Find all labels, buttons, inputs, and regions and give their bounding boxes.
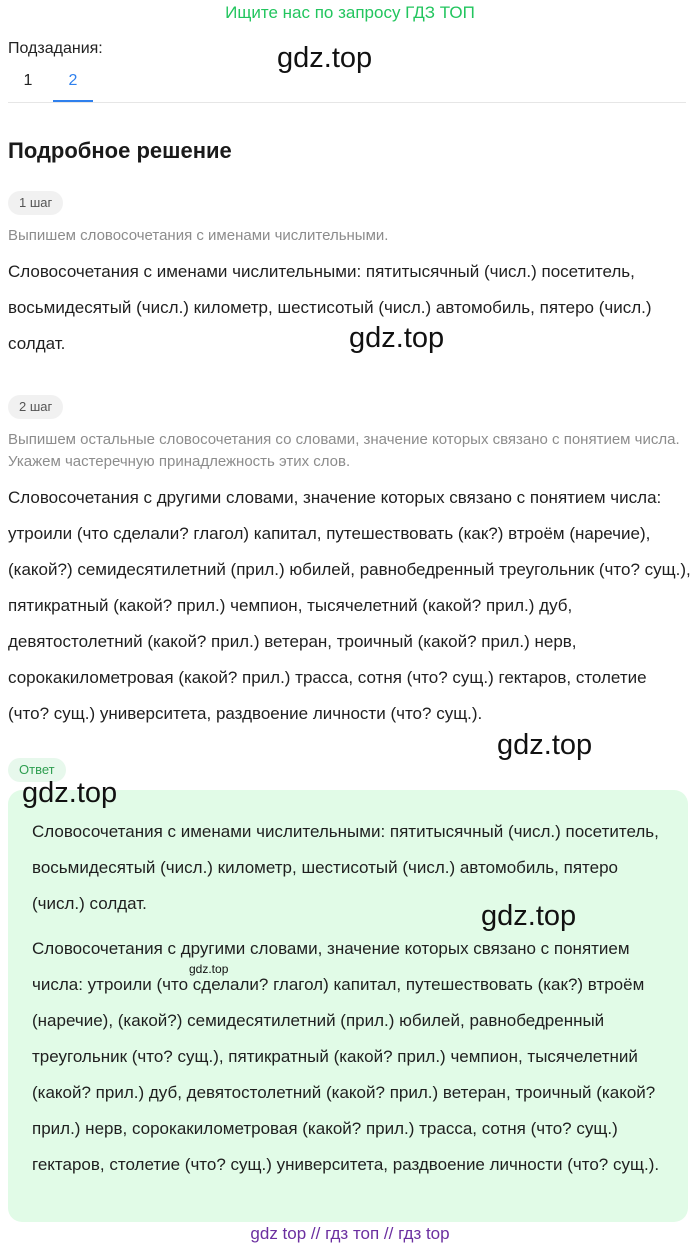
watermark: gdz.top xyxy=(22,777,118,809)
step-2-badge: 2 шаг xyxy=(8,395,63,419)
watermark-small: gdz.top xyxy=(189,962,229,976)
step-2-hint: Выпишем остальные словосочетания со словами, значение которых связано с понятием числа. Укажем частеречную принадлежность этих слов. xyxy=(8,431,680,470)
tab-subtask-1[interactable]: 1 xyxy=(23,72,33,89)
watermark: gdz.top xyxy=(349,322,445,354)
tab-subtask-2[interactable]: 2 xyxy=(68,72,78,89)
step-2-text: Словосочетания с другими словами, значение которых связано с понятием числа: утроили (что сделали? глагол) капитал, путешествовать (как?) втроём (наречие), (какой?) семидесятилетний (прил.) юбилей, равнобедренный треугольник (что? сущ.), пятикратный (какой? прил.) чемпион, тысячелетний (какой? прил.) дуб, девятостолетний (какой? прил.) ветеран, троичный (какой? прил.) нерв, сорокакилометровая (какой? прил.) трасса, сотня (что? сущ.) гектаров, столетие (что? сущ.) университета, раздвоение личности (что? сущ.). xyxy=(8,488,691,723)
watermark: gdz.top xyxy=(497,729,593,761)
solution-title: Подробное решение xyxy=(8,138,232,163)
watermark: gdz.top xyxy=(481,900,577,932)
watermark: gdz.top xyxy=(277,42,373,74)
answer-paragraph-1: Словосочетания с именами числительными: пятитысячный (числ.) посетитель, восьмидесятый (числ.) километр, шестисотый (числ.) автомобиль, пятеро (числ.) солдат. xyxy=(32,822,659,913)
answer-paragraph-2: Словосочетания с другими словами, значение которых связано с понятием числа: утроили (что сделали? глагол) капитал, путешествовать (как?) втроём (наречие), (какой?) семидесятилетний (прил.) юбилей, равнобедренный треугольник (что? сущ.), пятикратный (какой? прил.) чемпион, тысячелетний (какой? прил.) дуб, девятостолетний (какой? прил.) ветеран, троичный (какой? прил.) нерв, сорокакилометровая (какой? прил.) трасса, сотня (что? сущ.) гектаров, столетие (что? сущ.) университета, раздвоение личности (что? сущ.). xyxy=(32,939,660,1174)
step-1-hint: Выпишем словосочетания с именами числительными. xyxy=(8,227,389,244)
step-1-badge: 1 шаг xyxy=(8,191,63,215)
step-1-text: Словосочетания с именами числительными: пятитысячный (числ.) посетитель, восьмидесятый (числ.) километр, шестисотый (числ.) автомобиль, пятеро (числ.) солдат. xyxy=(8,262,652,353)
active-tab-indicator xyxy=(53,100,93,102)
subtasks-label: Подзадания: xyxy=(8,40,103,57)
answer-badge: Ответ xyxy=(8,758,66,782)
promo-banner: Ищите нас по запросу ГДЗ ТОП xyxy=(225,3,475,22)
footer-links[interactable]: gdz top // гдз топ // гдз top xyxy=(250,1224,450,1243)
